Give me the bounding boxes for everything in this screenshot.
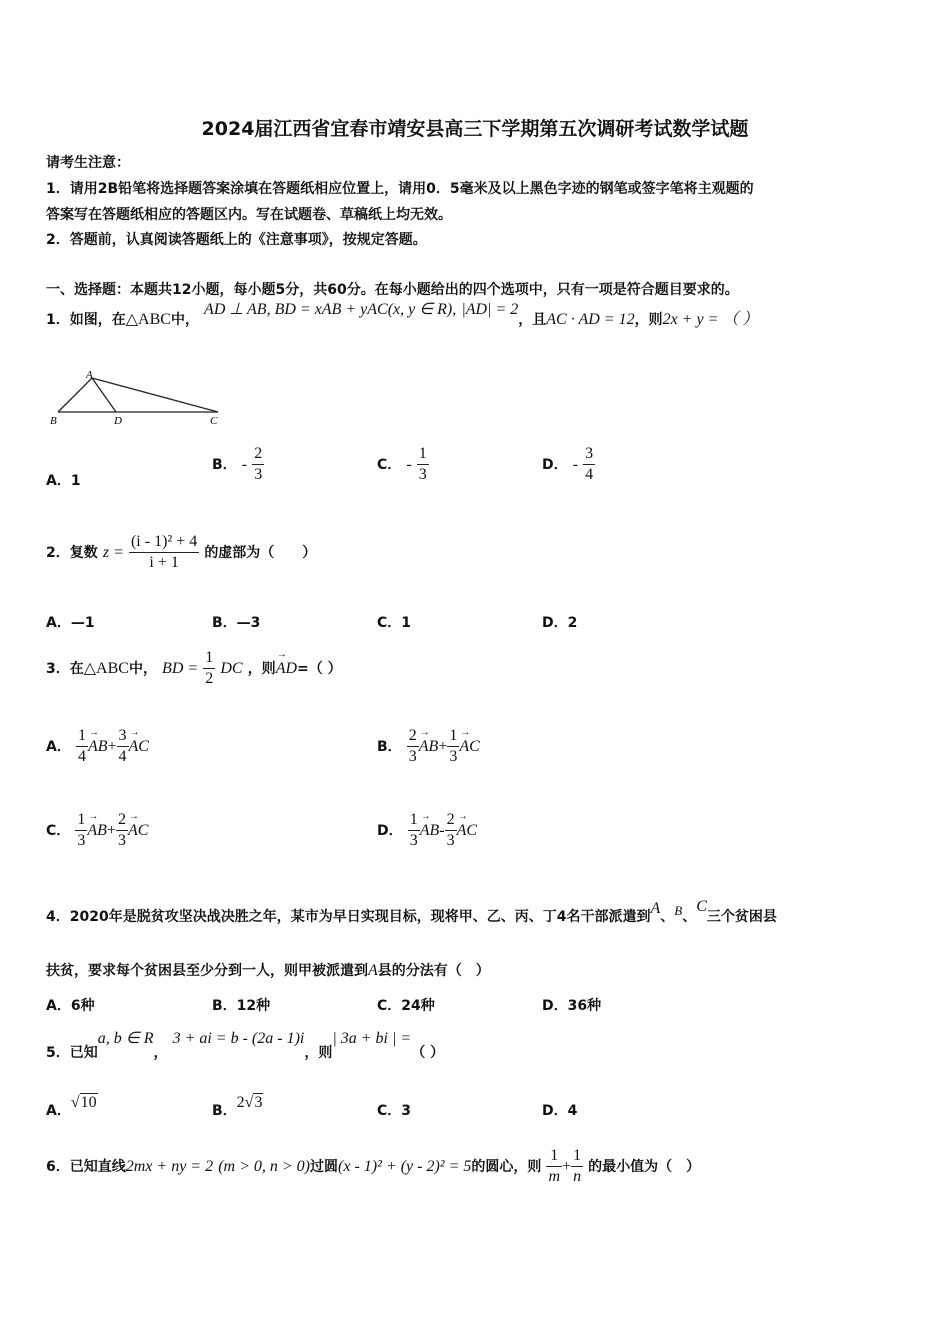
question-1 [46, 301, 759, 329]
q1-dot-product: AC · AD = 12 [546, 311, 635, 328]
q1-mid: 中， [170, 312, 199, 328]
question-6: 6．已知直线2mx + ny = 2 (m > 0, n > 0)过圆(x - 1)² + (y - 2)² = 5的圆心，则 $\frac{1}{m}$ + $\frac{1}{n}$ 的最小值为（ ） [46, 1147, 701, 1185]
q5-option-c[interactable]: C．3 [377, 1103, 412, 1119]
q5-option-d[interactable]: D．4 [542, 1103, 578, 1119]
q2-option-a[interactable]: A．—1 [46, 615, 95, 631]
section-heading: 一、选择题：本题共12小题，每小题5分，共60分。在每小题给出的四个选项中，只有一项是符合题目要求的。 [46, 282, 739, 298]
label-d: D [114, 415, 122, 427]
q3-option-a[interactable]: A． $\frac{1}{4}$ → AB+ $\frac{3}{4}$ → AC [46, 726, 149, 767]
label-a: A [86, 369, 93, 381]
q4-option-b[interactable]: B．12种 [212, 998, 271, 1014]
q1-abs: |AD| = 2 [461, 301, 519, 318]
label-b: B [50, 415, 57, 427]
q1-expression: 2x + y = （ ） [662, 311, 759, 328]
q1-option-a[interactable]: A．1 [46, 473, 81, 489]
q1-and: ，且 [518, 312, 547, 328]
q2-fraction: $\frac{\text{(i - 1)² + 4}}{i + 1}$ [130, 533, 198, 571]
q1-option-c[interactable]: C． - $\frac{1}{3}$ [377, 445, 427, 483]
notice-line-1: 1．请用2B铅笔将选择题答案涂填在答题纸相应位置上，请用0．5毫米及以上黑色字迹的钢笔或签字笔将主观题的 [46, 181, 754, 197]
notice-line-2: 答案写在答题纸相应的答题区内。写在试题卷、草稿纸上均无效。 [46, 207, 452, 223]
question-5: 5．已知a, b ∈ R， 3 + ai = b - (2a - 1)i，则| 3a + bi | =（ ） [46, 1030, 445, 1061]
q1-triangle: △ABC [125, 311, 171, 328]
label-c: C [210, 415, 218, 427]
notice-heading: 请考生注意： [46, 155, 130, 171]
notice-line-3: 2．答题前，认真阅读答题纸上的《注意事项》，按规定答题。 [46, 232, 427, 248]
q5-option-b[interactable]: B．2√3 [212, 1094, 263, 1119]
q5-option-a[interactable]: A．√10 [46, 1094, 97, 1119]
q3-option-c[interactable]: C． $\frac{1}{3}$ → AB+ $\frac{2}{3}$ → AC [46, 810, 148, 851]
page-title: 2024届江西省宜春市靖安县高三下学期第五次调研考试数学试题 [201, 118, 749, 140]
q2-option-d[interactable]: D．2 [542, 615, 578, 631]
q3-option-b[interactable]: B． $\frac{2}{3}$ → AB+ $\frac{1}{3}$ → AC [377, 726, 480, 767]
segment-ac [92, 378, 218, 412]
question-2: 2．复数 z = $\frac{\text{(i - 1)² + 4}}{i + 1}$ 的虚部为（ ） [46, 533, 317, 571]
question-4-line-2: 扶贫，要求每个贫困县至少分到一人，则甲被派遣到A县的分法有（ ） [46, 962, 490, 979]
segment-ab [58, 378, 92, 412]
q4-option-a[interactable]: A．6种 [46, 998, 95, 1014]
q1-triangle-figure [46, 366, 236, 430]
question-3: 3．在△ABC中， BD = $\frac{1}{2}$ DC ，则→ AD=（ ） [46, 648, 342, 689]
q1-option-d[interactable]: D． - $\frac{3}{4}$ [542, 445, 594, 483]
q2-option-c[interactable]: C．1 [377, 615, 412, 631]
q4-option-d[interactable]: D．36种 [542, 998, 602, 1014]
question-4-line-1: 4．2020年是脱贫攻坚决战决胜之年，某市为早日实现目标，现将甲、乙、丙、丁4名干部派遣到A、$^B$、C三个贫困县 [46, 898, 777, 925]
q1-prefix: 1．如图，在 [46, 312, 126, 328]
q1-option-b[interactable]: B． - $\frac{2}{3}$ [212, 445, 263, 483]
q1-condition: AD ⊥ AB, BD = xAB + yAC(x, y ∈ R), [204, 301, 457, 318]
q1-then: ，则 [634, 312, 663, 328]
q4-option-c[interactable]: C．24种 [377, 998, 435, 1014]
q2-option-b[interactable]: B．—3 [212, 615, 261, 631]
q3-option-d[interactable]: D． $\frac{1}{3}$ → AB- $\frac{2}{3}$ → AC [377, 810, 477, 851]
